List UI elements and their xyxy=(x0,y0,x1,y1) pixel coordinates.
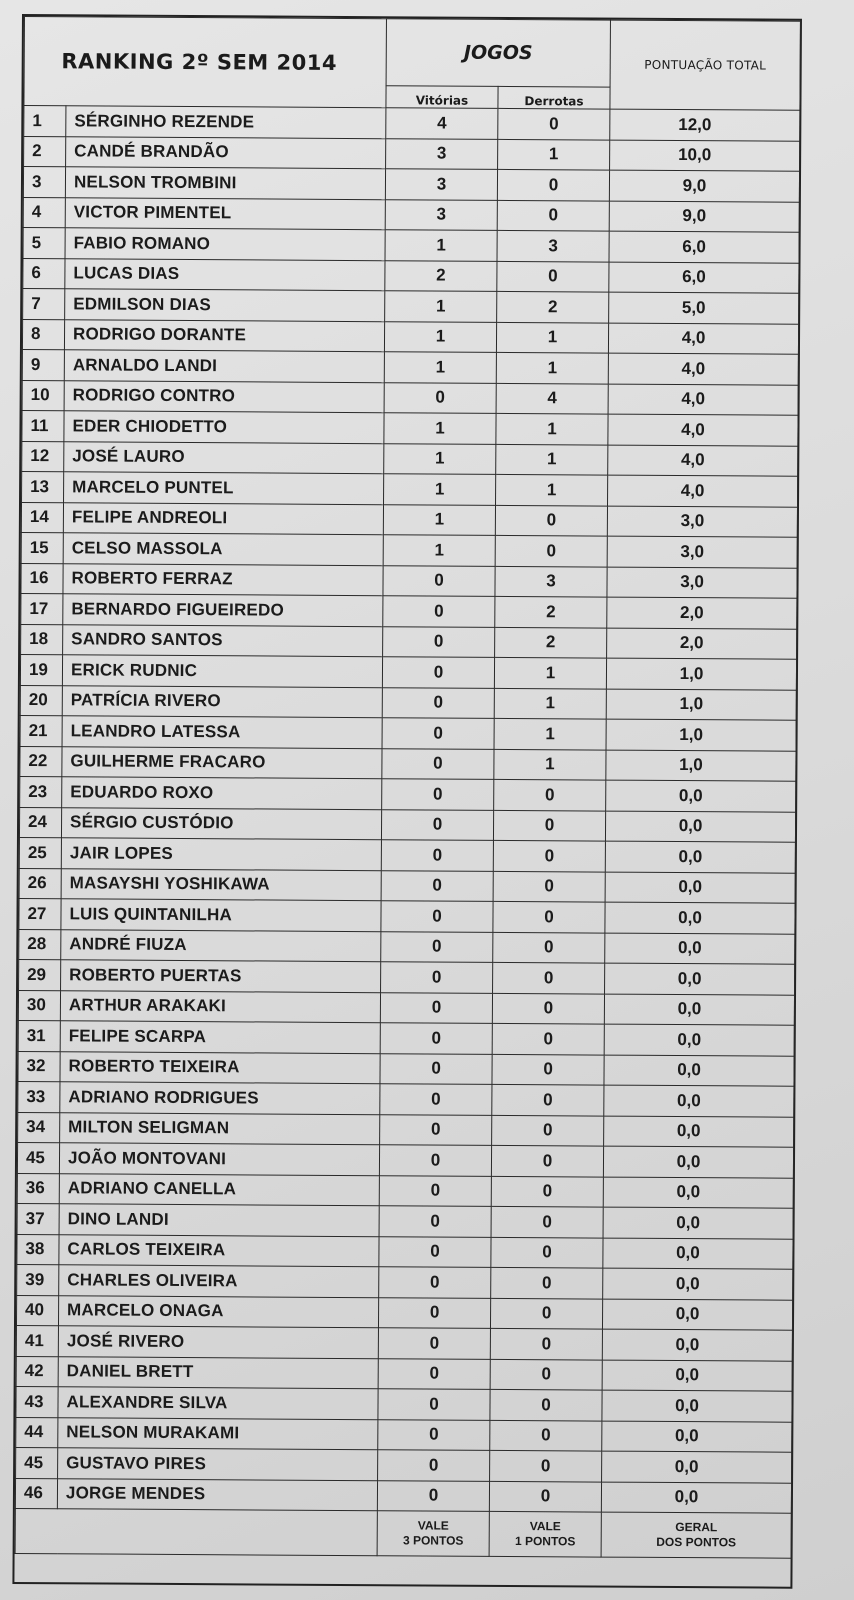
table-row xyxy=(20,746,796,781)
player-name: JOSÉ LAURO xyxy=(64,441,384,473)
total-points: 0,0 xyxy=(603,1268,793,1300)
rank-position: 44 xyxy=(16,1417,58,1448)
footer-empty-cell xyxy=(15,1508,377,1555)
ranking-title: RANKING 2º SEM 2014 xyxy=(24,17,387,108)
total-points-note xyxy=(601,1512,791,1558)
rank-position: 23 xyxy=(20,777,62,808)
table-row xyxy=(21,563,797,598)
total-points: 0,0 xyxy=(606,780,796,812)
rank-position: 31 xyxy=(18,1020,60,1051)
victories-count: 0 xyxy=(382,748,494,779)
player-name: SÉRGINHO REZENDE xyxy=(66,106,386,138)
rank-position: 27 xyxy=(19,898,61,929)
total-points: 1,0 xyxy=(606,658,796,690)
rank-position: 29 xyxy=(19,959,61,990)
rank-position: 12 xyxy=(22,441,64,472)
defeats-count: 0 xyxy=(492,993,604,1024)
table-row xyxy=(21,533,797,568)
total-points: 4,0 xyxy=(608,384,798,416)
table-row xyxy=(16,1295,792,1330)
rank-position: 38 xyxy=(17,1234,59,1265)
player-name: DANIEL BRETT xyxy=(58,1356,378,1388)
player-name: ALEXANDRE SILVA xyxy=(58,1387,378,1419)
defeats-count: 0 xyxy=(490,1450,602,1481)
total-points: 1,0 xyxy=(606,719,796,751)
table-row xyxy=(18,1020,794,1055)
rank-position: 28 xyxy=(19,929,61,960)
victories-count: 1 xyxy=(384,413,496,444)
total-points: 4,0 xyxy=(608,475,798,507)
rank-position: 22 xyxy=(20,746,62,777)
defeats-count: 1 xyxy=(494,718,606,749)
total-points: 2,0 xyxy=(607,628,797,660)
rank-position: 6 xyxy=(23,258,65,289)
total-points: 0,0 xyxy=(605,872,795,904)
table-row xyxy=(20,777,796,812)
defeats-header-label: Derrotas xyxy=(524,94,584,109)
total-points: 0,0 xyxy=(603,1238,793,1270)
rank-position: 8 xyxy=(22,319,64,350)
rank-position: 15 xyxy=(21,533,63,564)
victories-count: 0 xyxy=(379,1175,491,1206)
table-row xyxy=(18,1081,794,1116)
rank-position: 43 xyxy=(16,1386,58,1417)
victories-count: 0 xyxy=(381,931,493,962)
victories-header xyxy=(386,86,498,108)
player-name: NELSON MURAKAMI xyxy=(58,1417,378,1449)
defeats-count: 0 xyxy=(492,1054,604,1085)
table-row xyxy=(19,898,795,933)
defeats-count: 0 xyxy=(493,840,605,871)
total-points: 0,0 xyxy=(605,841,795,873)
victories-count: 0 xyxy=(381,962,493,993)
total-points: 3,0 xyxy=(607,506,797,538)
rank-position: 14 xyxy=(21,502,63,533)
table-row xyxy=(16,1447,792,1482)
victories-count: 0 xyxy=(378,1358,490,1389)
defeats-count: 1 xyxy=(496,444,608,475)
victories-count: 0 xyxy=(383,596,495,627)
total-points: 10,0 xyxy=(610,140,800,172)
defeats-count: 0 xyxy=(497,261,609,292)
player-name: JORGE MENDES xyxy=(57,1478,377,1510)
total-points: 6,0 xyxy=(609,231,799,263)
player-name: EDMILSON DIAS xyxy=(65,289,385,321)
total-points: 0,0 xyxy=(605,963,795,995)
total-points: 0,0 xyxy=(603,1146,793,1178)
rank-position: 21 xyxy=(20,716,62,747)
rank-position: 19 xyxy=(20,655,62,686)
player-name: NELSON TROMBINI xyxy=(65,167,385,199)
defeats-count: 1 xyxy=(496,413,608,444)
rank-position: 3 xyxy=(23,167,65,198)
rank-position: 36 xyxy=(17,1173,59,1204)
player-name: RODRIGO CONTRO xyxy=(64,380,384,412)
victories-count: 0 xyxy=(379,1236,491,1267)
table-row xyxy=(18,990,794,1025)
victories-count: 0 xyxy=(379,1267,491,1298)
victories-count: 1 xyxy=(384,352,496,383)
victories-count: 0 xyxy=(381,870,493,901)
victories-count: 0 xyxy=(380,1084,492,1115)
total-points: 5,0 xyxy=(609,292,799,324)
total-points: 0,0 xyxy=(602,1451,792,1483)
total-points: 0,0 xyxy=(601,1482,791,1514)
defeats-count: 2 xyxy=(497,291,609,322)
table-row xyxy=(20,685,796,720)
defeats-count: 2 xyxy=(495,596,607,627)
victories-count: 2 xyxy=(385,260,497,291)
total-note-line1: GERAL xyxy=(675,1520,718,1535)
table-row xyxy=(17,1173,793,1208)
total-points: 0,0 xyxy=(604,994,794,1026)
victories-count: 0 xyxy=(381,809,493,840)
player-name: JOSÉ RIVERO xyxy=(58,1326,378,1358)
table-row xyxy=(17,1264,793,1299)
player-name: ANDRÉ FIUZA xyxy=(61,929,381,961)
rank-position: 26 xyxy=(19,868,61,899)
jogos-header: JOGOS xyxy=(386,19,610,88)
table-row xyxy=(22,441,798,476)
total-points: 0,0 xyxy=(602,1329,792,1361)
player-name: PATRÍCIA RIVERO xyxy=(62,685,382,717)
rank-position: 32 xyxy=(18,1051,60,1082)
table-row xyxy=(16,1325,792,1360)
rank-position: 11 xyxy=(22,411,64,442)
player-name: ROBERTO TEIXEIRA xyxy=(60,1051,380,1083)
rank-position: 10 xyxy=(22,380,64,411)
victories-count: 0 xyxy=(381,840,493,871)
total-points: 3,0 xyxy=(607,536,797,568)
total-note-line2: DOS PONTOS xyxy=(656,1534,737,1550)
victories-count: 1 xyxy=(383,504,495,535)
table-row xyxy=(22,472,798,507)
total-points: 0,0 xyxy=(604,1085,794,1117)
player-name: CARLOS TEIXEIRA xyxy=(59,1234,379,1266)
player-name: LUIS QUINTANILHA xyxy=(61,899,381,931)
player-name: CANDÉ BRANDÃO xyxy=(66,136,386,168)
victories-count: 3 xyxy=(385,199,497,230)
defeats-count: 0 xyxy=(491,1206,603,1237)
rank-position: 42 xyxy=(16,1356,58,1387)
victories-count: 0 xyxy=(378,1419,490,1450)
victories-count: 1 xyxy=(384,321,496,352)
rank-position: 20 xyxy=(20,685,62,716)
defeats-count: 2 xyxy=(495,627,607,658)
table-row xyxy=(22,350,798,385)
player-name: ERICK RUDNIC xyxy=(62,655,382,687)
defeats-note-line2: 1 PONTOS xyxy=(514,1534,576,1549)
victories-count: 4 xyxy=(386,108,498,139)
victories-count: 1 xyxy=(385,230,497,261)
total-points: 0,0 xyxy=(602,1390,792,1422)
total-points: 9,0 xyxy=(609,170,799,202)
player-name: GUILHERME FRACARO xyxy=(62,746,382,778)
victories-count: 0 xyxy=(378,1450,490,1481)
rank-position: 7 xyxy=(23,289,65,320)
player-name: DINO LANDI xyxy=(59,1204,379,1236)
player-name: SÉRGIO CUSTÓDIO xyxy=(61,807,381,839)
rank-position: 33 xyxy=(18,1081,60,1112)
table-row xyxy=(19,868,795,903)
defeats-count: 0 xyxy=(493,871,605,902)
ranking-table xyxy=(15,16,801,1559)
victories-note-line1: VALE xyxy=(417,1518,449,1533)
defeats-count: 0 xyxy=(493,962,605,993)
total-points-header: PONTUAÇÃO TOTAL xyxy=(610,20,801,110)
table-row xyxy=(20,716,796,751)
victories-value-note xyxy=(377,1511,489,1557)
defeats-count: 1 xyxy=(496,474,608,505)
table-row xyxy=(17,1203,793,1238)
defeats-count: 0 xyxy=(498,108,610,139)
table-row xyxy=(23,167,799,202)
rank-position: 9 xyxy=(22,350,64,381)
victories-header-label: Vitórias xyxy=(415,93,469,108)
defeats-count: 0 xyxy=(490,1328,602,1359)
victories-count: 0 xyxy=(379,1145,491,1176)
victories-count: 1 xyxy=(384,443,496,474)
victories-count: 0 xyxy=(383,626,495,657)
total-points: 1,0 xyxy=(606,750,796,782)
defeats-count: 0 xyxy=(491,1176,603,1207)
total-points: 0,0 xyxy=(604,1024,794,1056)
player-name: RODRIGO DORANTE xyxy=(64,319,384,351)
table-row xyxy=(19,929,795,964)
player-name: BERNARDO FIGUEIREDO xyxy=(63,594,383,626)
defeats-count: 0 xyxy=(492,1023,604,1054)
rank-position: 45 xyxy=(16,1447,58,1478)
rank-position: 24 xyxy=(19,807,61,838)
table-row xyxy=(16,1386,792,1421)
defeats-count: 0 xyxy=(495,505,607,536)
victories-count: 1 xyxy=(384,474,496,505)
rank-position: 2 xyxy=(24,136,66,167)
player-name: CHARLES OLIVEIRA xyxy=(59,1265,379,1297)
ranking-sheet xyxy=(12,14,802,1589)
table-row xyxy=(21,594,797,629)
table-row xyxy=(16,1417,792,1452)
victories-count: 0 xyxy=(379,1206,491,1237)
player-name: FABIO ROMANO xyxy=(65,228,385,260)
rank-position: 1 xyxy=(24,106,66,137)
player-name: JOÃO MONTOVANI xyxy=(59,1143,379,1175)
total-points: 4,0 xyxy=(608,353,798,385)
total-points: 12,0 xyxy=(610,109,800,141)
total-points: 4,0 xyxy=(608,414,798,446)
player-name: MARCELO PUNTEL xyxy=(64,472,384,504)
rank-position: 4 xyxy=(23,197,65,228)
victories-count: 1 xyxy=(383,535,495,566)
table-row xyxy=(24,106,800,141)
defeats-count: 1 xyxy=(494,688,606,719)
table-row xyxy=(19,959,795,994)
player-name: JAIR LOPES xyxy=(61,838,381,870)
defeats-count: 3 xyxy=(497,230,609,261)
total-points: 0,0 xyxy=(604,1116,794,1148)
total-points: 0,0 xyxy=(605,811,795,843)
player-name: ADRIANO RODRIGUES xyxy=(60,1082,380,1114)
rank-position: 30 xyxy=(18,990,60,1021)
rank-position: 39 xyxy=(17,1264,59,1295)
defeats-count: 0 xyxy=(490,1298,602,1329)
player-name: MASAYSHI YOSHIKAWA xyxy=(61,868,381,900)
rank-position: 17 xyxy=(21,594,63,625)
victories-count: 1 xyxy=(385,291,497,322)
victories-count: 0 xyxy=(380,1023,492,1054)
victories-count: 0 xyxy=(378,1297,490,1328)
total-points: 9,0 xyxy=(609,201,799,233)
player-name: SANDRO SANTOS xyxy=(63,624,383,656)
table-row xyxy=(19,807,795,842)
victories-count: 0 xyxy=(382,687,494,718)
rank-position: 5 xyxy=(23,228,65,259)
table-row xyxy=(23,228,799,263)
defeats-header xyxy=(498,87,610,109)
victories-count: 3 xyxy=(386,138,498,169)
player-name: ADRIANO CANELLA xyxy=(59,1173,379,1205)
victories-count: 0 xyxy=(382,718,494,749)
defeats-count: 0 xyxy=(497,169,609,200)
player-name: ROBERTO PUERTAS xyxy=(61,960,381,992)
victories-count: 0 xyxy=(380,992,492,1023)
defeats-count: 1 xyxy=(494,657,606,688)
rank-position: 16 xyxy=(21,563,63,594)
table-row xyxy=(18,1051,794,1086)
total-points: 0,0 xyxy=(603,1207,793,1239)
rank-position: 37 xyxy=(17,1203,59,1234)
table-row xyxy=(24,136,800,171)
defeats-count: 0 xyxy=(493,932,605,963)
player-name: MILTON SELIGMAN xyxy=(60,1112,380,1144)
total-points: 0,0 xyxy=(604,1055,794,1087)
player-name: FELIPE SCARPA xyxy=(60,1021,380,1053)
total-points: 0,0 xyxy=(602,1299,792,1331)
total-points: 3,0 xyxy=(607,567,797,599)
rank-position: 46 xyxy=(15,1478,57,1509)
player-name: EDER CHIODETTO xyxy=(64,411,384,443)
victories-count: 0 xyxy=(381,901,493,932)
footer-row xyxy=(15,1508,791,1558)
table-row xyxy=(15,1478,791,1513)
table-row xyxy=(23,258,799,293)
defeats-count: 0 xyxy=(492,1084,604,1115)
victories-count: 0 xyxy=(382,779,494,810)
total-points: 4,0 xyxy=(608,323,798,355)
total-points: 0,0 xyxy=(602,1360,792,1392)
rank-position: 34 xyxy=(18,1112,60,1143)
defeats-value-note xyxy=(489,1511,601,1557)
defeats-count: 0 xyxy=(491,1237,603,1268)
defeats-count: 1 xyxy=(498,139,610,170)
victories-count: 0 xyxy=(377,1480,489,1511)
rank-position: 41 xyxy=(16,1325,58,1356)
rank-position: 45 xyxy=(17,1142,59,1173)
table-row xyxy=(21,502,797,537)
rank-position: 18 xyxy=(21,624,63,655)
defeats-count: 0 xyxy=(490,1359,602,1390)
table-row xyxy=(19,837,795,872)
defeats-count: 0 xyxy=(490,1389,602,1420)
victories-count: 0 xyxy=(380,1053,492,1084)
total-points: 6,0 xyxy=(609,262,799,294)
player-name: LUCAS DIAS xyxy=(65,258,385,290)
table-row xyxy=(20,655,796,690)
defeats-count: 1 xyxy=(496,322,608,353)
defeats-count: 1 xyxy=(494,749,606,780)
player-name: VICTOR PIMENTEL xyxy=(65,197,385,229)
victories-count: 0 xyxy=(384,382,496,413)
defeats-count: 0 xyxy=(492,1115,604,1146)
table-row xyxy=(18,1112,794,1147)
table-row xyxy=(17,1142,793,1177)
total-points: 0,0 xyxy=(605,902,795,934)
player-name: GUSTAVO PIRES xyxy=(58,1448,378,1480)
defeats-count: 0 xyxy=(491,1145,603,1176)
player-name: EDUARDO ROXO xyxy=(62,777,382,809)
victories-count: 0 xyxy=(382,657,494,688)
defeats-note-line1: VALE xyxy=(529,1519,561,1534)
defeats-count: 0 xyxy=(490,1420,602,1451)
player-name: ROBERTO FERRAZ xyxy=(63,563,383,595)
total-points: 4,0 xyxy=(608,445,798,477)
total-points: 0,0 xyxy=(602,1421,792,1453)
player-name: FELIPE ANDREOLI xyxy=(63,502,383,534)
total-points: 0,0 xyxy=(603,1177,793,1209)
defeats-count: 1 xyxy=(496,352,608,383)
total-points: 1,0 xyxy=(606,689,796,721)
rank-position: 40 xyxy=(16,1295,58,1326)
table-row xyxy=(23,197,799,232)
player-name: CELSO MASSOLA xyxy=(63,533,383,565)
defeats-count: 0 xyxy=(493,810,605,841)
table-row xyxy=(22,380,798,415)
table-row xyxy=(17,1234,793,1269)
defeats-count: 3 xyxy=(495,566,607,597)
rank-position: 25 xyxy=(19,837,61,868)
table-row xyxy=(22,319,798,354)
header-row xyxy=(24,17,800,89)
defeats-count: 0 xyxy=(497,200,609,231)
defeats-count: 0 xyxy=(494,779,606,810)
defeats-count: 0 xyxy=(495,535,607,566)
table-row xyxy=(21,624,797,659)
total-points: 0,0 xyxy=(605,933,795,965)
defeats-count: 4 xyxy=(496,383,608,414)
victories-count: 0 xyxy=(378,1389,490,1420)
victories-note-line2: 3 PONTOS xyxy=(402,1533,464,1548)
victories-count: 0 xyxy=(380,1114,492,1145)
victories-count: 0 xyxy=(383,565,495,596)
defeats-count: 0 xyxy=(491,1267,603,1298)
table-row xyxy=(23,289,799,324)
defeats-count: 0 xyxy=(493,901,605,932)
victories-count: 0 xyxy=(378,1328,490,1359)
rank-position: 13 xyxy=(22,472,64,503)
player-name: ARTHUR ARAKAKI xyxy=(60,990,380,1022)
player-name: ARNALDO LANDI xyxy=(64,350,384,382)
defeats-count: 0 xyxy=(489,1481,601,1512)
victories-count: 3 xyxy=(385,169,497,200)
table-row xyxy=(22,411,798,446)
player-name: LEANDRO LATESSA xyxy=(62,716,382,748)
total-points: 2,0 xyxy=(607,597,797,629)
player-name: MARCELO ONAGA xyxy=(58,1295,378,1327)
table-row xyxy=(16,1356,792,1391)
